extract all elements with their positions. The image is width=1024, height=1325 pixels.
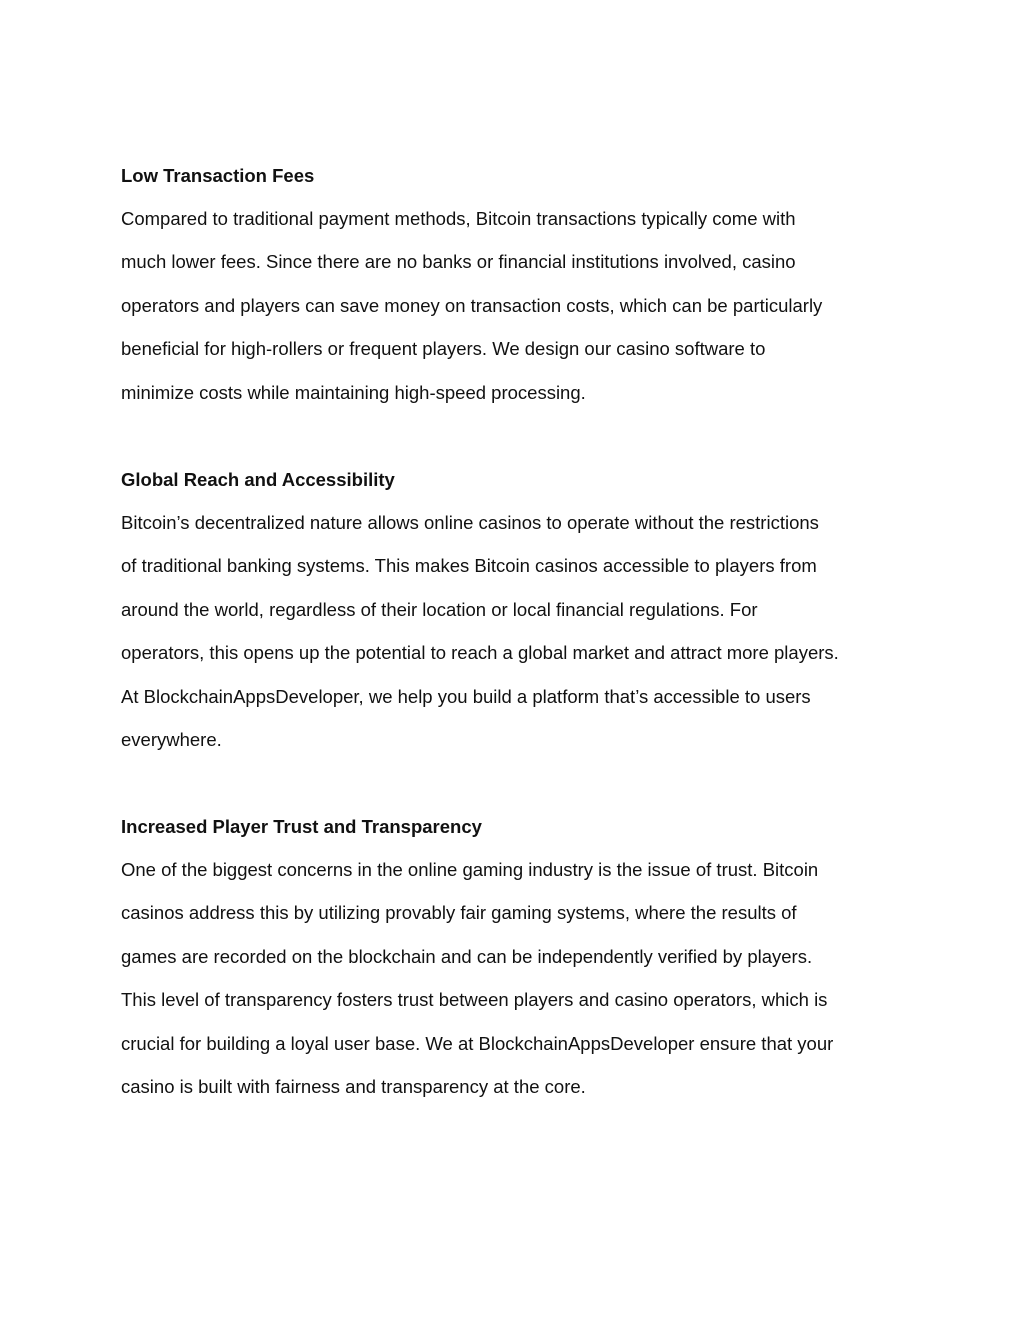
section-body <box>121 848 911 1108</box>
body-line: operators, this opens up the potential to reach a global market and attract more players. <box>121 642 839 664</box>
body-line: casino is built with fairness and transparency at the core. <box>121 1076 586 1098</box>
body-line: operators and players can save money on transaction costs, which can be particularly <box>121 294 823 316</box>
body-line: around the world, regardless of their location or local financial regulations. For <box>121 598 758 620</box>
section-body <box>121 197 911 414</box>
body-line: casinos address this by utilizing provably fair gaming systems, where the results of <box>121 902 797 924</box>
section-heading: Low Transaction Fees <box>121 165 315 186</box>
body-line: minimize costs while maintaining high-speed processing. <box>121 381 586 403</box>
section-player-trust <box>121 815 911 1108</box>
body-line: One of the biggest concerns in the online gaming industry is the issue of trust. Bitcoin <box>121 859 819 880</box>
body-line: Bitcoin’s decentralized nature allows online casinos to operate without the restrictions <box>121 512 819 533</box>
body-line: of traditional banking systems. This makes Bitcoin casinos accessible to players from <box>121 555 817 577</box>
section-heading: Increased Player Trust and Transparency <box>121 816 482 837</box>
body-line: much lower fees. Since there are no banks or financial institutions involved, casino <box>121 251 796 273</box>
body-line: crucial for building a loyal user base. We at BlockchainAppsDeveloper ensure that your <box>121 1032 834 1054</box>
section-low-transaction-fees <box>121 164 911 414</box>
body-line: Compared to traditional payment methods, Bitcoin transactions typically come with <box>121 208 796 229</box>
section-heading: Global Reach and Accessibility <box>121 469 395 490</box>
body-line: This level of transparency fosters trust between players and casino operators, which is <box>121 989 828 1011</box>
section-body <box>121 501 911 761</box>
section-global-reach <box>121 468 911 761</box>
body-line: beneficial for high-rollers or frequent players. We design our casino software to <box>121 338 766 360</box>
body-line: games are recorded on the blockchain and can be independently verified by players. <box>121 945 813 967</box>
body-line: everywhere. <box>121 729 222 751</box>
body-line: At BlockchainAppsDeveloper, we help you build a platform that’s accessible to users <box>121 685 811 707</box>
